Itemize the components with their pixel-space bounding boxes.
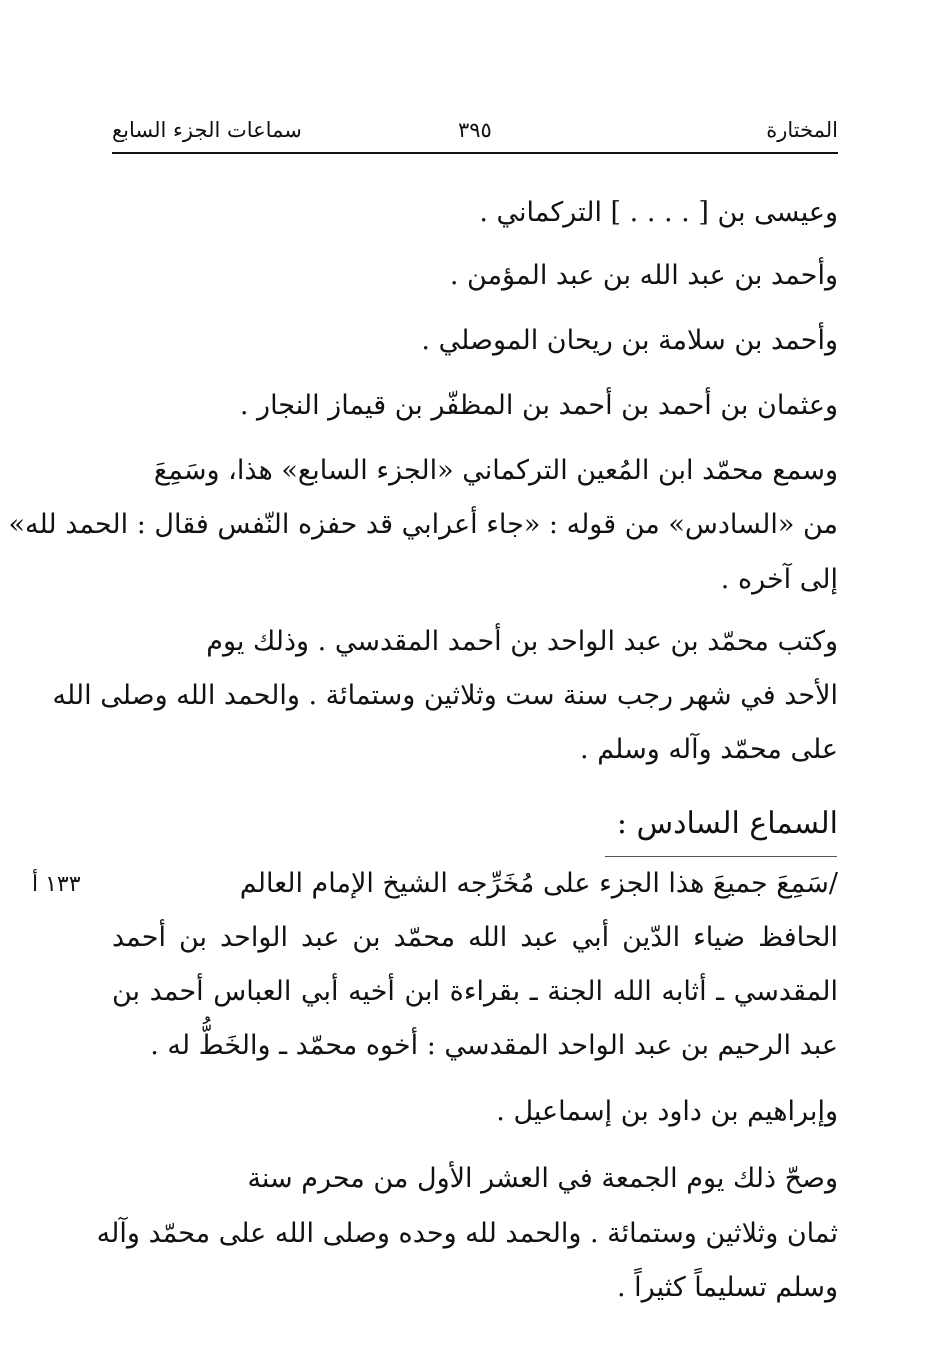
paragraph-line: ثمان وثلاثين وستمائة . والحمد لله وحده وصلى الله على محمّد وآله	[96, 1218, 838, 1249]
header-section-title: سماعات الجزء السابع	[112, 118, 302, 142]
paragraph-line: المقدسي ـ أثابه الله الجنة ـ بقراءة ابن أخيه أبي العباس أحمد بن	[112, 976, 838, 1007]
margin-folio-note: ١٣٣ أ	[32, 872, 81, 897]
paragraph-line: على محمّد وآله وسلم .	[580, 734, 838, 765]
name-line: وعثمان بن أحمد بن أحمد بن المظفّر بن قيماز النجار .	[239, 390, 838, 421]
paragraph-line: إلى آخره .	[720, 564, 838, 595]
header-book-title: المختارة	[766, 118, 838, 142]
paragraph-line: من «السادس» من قوله : «جاء أعرابي قد حفزه النّفس فقال : الحمد لله»	[8, 509, 838, 540]
section-title: السماع السادس :	[616, 806, 838, 841]
paragraph-line: الأحد في شهر رجب سنة ست وثلاثين وستمائة . والحمد الله وصلى الله	[52, 680, 838, 711]
paragraph-line: /سَمِعَ جميعَ هذا الجزء على مُخَرِّجه الشيخ الإمام العالم	[239, 868, 838, 899]
running-header	[112, 116, 838, 154]
name-line: وأحمد بن سلامة بن ريحان الموصلي .	[421, 325, 838, 356]
name-line: وعيسى بن [ . . . . ] التركماني .	[479, 197, 838, 228]
page-number: ٣٩٥	[458, 118, 492, 142]
section-rule	[605, 856, 837, 857]
paragraph-line: وسلم تسليماً كثيراً .	[617, 1272, 838, 1303]
paragraph-line: وصحّ ذلك يوم الجمعة في العشر الأول من محرم سنة	[247, 1163, 838, 1194]
paragraph-line: عبد الرحيم بن عبد الواحد المقدسي : أخوه محمّد ـ والخَطُّ له .	[150, 1030, 838, 1061]
paragraph-line: الحافظ ضياء الدّين أبي عبد الله محمّد بن عبد الواحد بن أحمد	[112, 922, 838, 953]
paragraph-line: وإبراهيم بن داود بن إسماعيل .	[496, 1096, 838, 1127]
paragraph-line: وسمع محمّد ابن المُعين التركماني «الجزء السابع» هذا، وسَمِعَ	[153, 455, 838, 486]
paragraph-line: وكتب محمّد بن عبد الواحد بن أحمد المقدسي . وذلك يوم	[206, 626, 838, 657]
name-line: وأحمد بن عبد الله بن عبد المؤمن .	[449, 260, 838, 291]
